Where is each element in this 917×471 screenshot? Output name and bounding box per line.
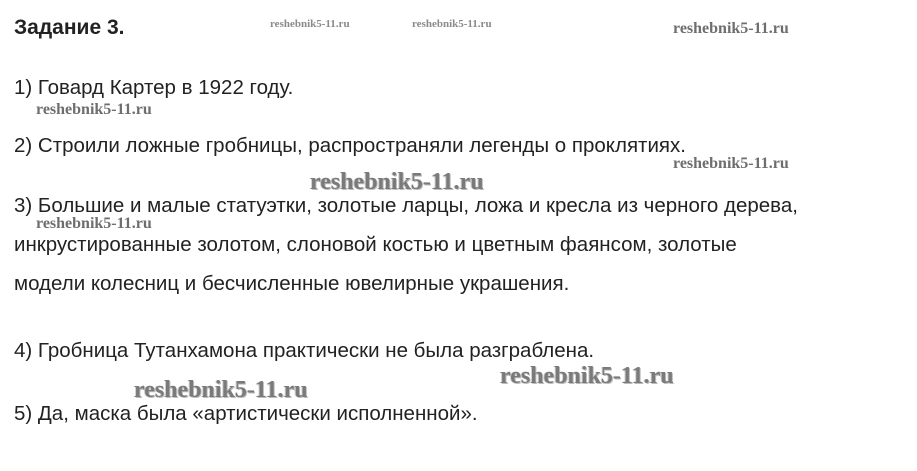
watermark: reshebnik5-11.ru xyxy=(673,155,789,172)
answer-3-line-2: инкрустированные золотом, слоновой костью и цветным фаянсом, золотые xyxy=(14,233,737,256)
task-title: Задание 3. xyxy=(14,16,125,39)
answer-1: 1) Говард Картер в 1922 году. xyxy=(14,76,294,99)
answer-3-line-3: модели колесниц и бесчисленные ювелирные украшения. xyxy=(14,272,570,295)
watermark: reshebnik5-11.ru xyxy=(36,101,152,118)
answer-3-line-1: 3) Большие и малые статуэтки, золотые ларцы, ложа и кресла из черного дерева, xyxy=(14,194,798,217)
answer-4: 4) Гробница Тутанхамона практически не была разграблена. xyxy=(14,339,595,362)
watermark: reshebnik5-11.ru xyxy=(134,377,308,403)
watermark: reshebnik5-11.ru xyxy=(270,18,350,30)
watermark: reshebnik5-11.ru xyxy=(500,363,674,389)
watermark: reshebnik5-11.ru xyxy=(36,215,152,232)
watermark: reshebnik5-11.ru xyxy=(673,20,789,37)
answer-5: 5) Да, маска была «артистически исполненной». xyxy=(14,402,478,425)
watermark: reshebnik5-11.ru xyxy=(310,169,484,195)
watermark: reshebnik5-11.ru xyxy=(412,18,492,30)
answer-2: 2) Строили ложные гробницы, распространяли легенды о проклятиях. xyxy=(14,134,686,157)
